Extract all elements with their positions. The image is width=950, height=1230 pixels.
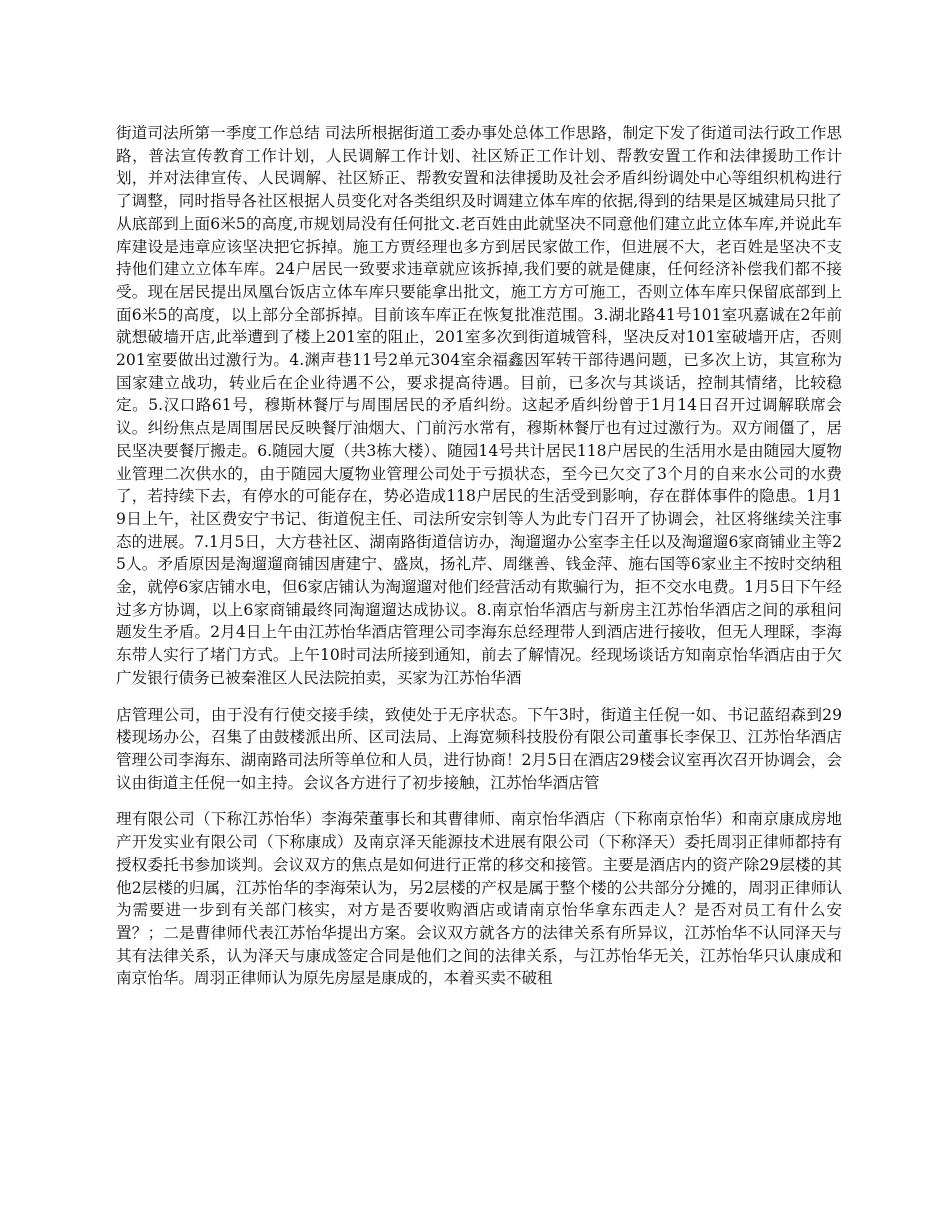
paragraph-3: 理有限公司（下称江苏怡华）李海荣董事长和其曹律师、南京怡华酒店（下称南京怡华）和南京康成房地产开发实业有限公司（下称康成）及南京泽天能源技术进展有限公司（下称泽天）委托周羽正律师都持有授权委托书参加谈判。会议双方的焦点是如何进行正常的移交和接管。主要是酒店内的资产除29层楼的其他2层楼的归属，江苏怡华的李海荣认为，另2层楼的产权是属于整个楼的公共部分分摊的，周羽正律师认为需要进一步到有关部门核实，对方是否要收购酒店或请南京怡华拿东西走人？是否对员工有什么安置？；二是曹律师代表江苏怡华提出方案。会议双方就各方的法律关系有所异议，江苏怡华不认同泽天与其有法律关系，认为泽天与康成签定合同是他们之间的法律关系，与江苏怡华无关，江苏怡华只认康成和南京怡华。周羽正律师认为原先房屋是康成的，本着买卖不破租: [116, 810, 842, 988]
paragraph-1: 街道司法所第一季度工作总结 司法所根据街道工委办事处总体工作思路，制定下发了街道司法行政工作思路，普法宣传教育工作计划，人民调解工作计划、社区矫正工作计划、帮教安置工作和法律援助工作计划，并对法律宣传、人民调解、社区矫正、帮教安置和法律援助及社会矛盾纠纷调处中心等组织机构进行了调整，同时指导各社区根据人员变化对各类组织及时调建立体车库的依据,得到的结果是区城建局只批了从底部到上面6米5的高度,市规划局没有任何批文.老百姓由此就坚决不同意他们建立此立体车库,并说此车库建设是违章应该坚决把它拆掉。施工方贾经理也多方到居民家做工作，但进展不大，老百姓是坚决不支持他们建立立体车库。24户居民一致要求违章就应该拆掉,我们要的就是健康，任何经济补偿我们都不接受。现在居民提出凤凰台饭店立体车库只要能拿出批文，施工方方可施工，否则立体车库只保留底部到上面6米5的高度，以上部分全部拆掉。目前该车库正在恢复批准范围。3.湖北路41号101室巩嘉诚在2年前就想破墙开店,此举遭到了楼上201室的阻止，201室多次到街道城管科，坚决反对101室破墙开店，否则201室要做出过激行为。4.渊声巷11号2单元304室余福鑫因军转干部待遇问题，已多次上访，其宣称为国家建立战功，转业后在企业待遇不公，要求提高待遇。目前，已多次与其谈话，控制其情绪，比较稳定。5.汉口路61号，穆斯林餐厅与周围居民的矛盾纠纷。这起矛盾纠纷曾于1月14日召开过调解联席会议。纠纷焦点是周围居民反映餐厅油烟大、门前污水常有，穆斯林餐厅也有过过激行为。双方闹僵了，居民坚决要餐厅搬走。6.随园大厦（共3栋大楼）、随园14号共计居民118户居民的生活用水是由随园大厦物业管理二次供水的，由于随园大厦物业管理公司处于亏损状态，至今已欠交了3个月的自来水公司的水费了，若持续下去，有停水的可能存在，势必造成118户居民的生活受到影响，存在群体事件的隐患。1月19日上午，社区费安宁书记、街道倪主任、司法所安宗钊等人为此专门召开了协调会，社区将继续关注事态的进展。7.1月5日，大方巷社区、湖南路街道信访办，淘遛遛办公室李主任以及淘遛遛6家商铺业主等25人。矛盾原因是淘遛遛商铺因唐建宁、盛岚，扬礼芹、周继善、钱金萍、施右国等6家业主不按时交纳租金，就停6家店铺水电，但6家店铺认为淘遛遛对他们经营活动有欺骗行为，拒不交水电费。1月5日下午经过多方协调，以上6家商铺最终同淘遛遛达成协议。8.南京怡华酒店与新房主江苏怡华酒店之间的承租问题发生矛盾。2月4日上午由江苏怡华酒店管理公司李海东总经理带人到酒店进行接收，但无人理睬，李海东带人实行了堵门方式。上午10时司法所接到通知，前去了解情况。经现场谈话方知南京怡华酒店由于欠广发银行债务已被秦淮区人民法院拍卖，买家为江苏怡华酒: [116, 124, 842, 687]
document-body: [116, 122, 842, 990]
paragraph-2: 店管理公司，由于没有行使交接手续，致使处于无序状态。下午3时，街道主任倪一如、书记蓝绍森到29楼现场办公，召集了由鼓楼派出所、区司法局、上海宽频科技股份有限公司董事长李保卫、江苏怡华酒店管理公司李海东、湖南路司法所等单位和人员，进行协商！2月5日在酒店29楼会议室再次召开协调会，会议由街道主任倪一如主持。会议各方进行了初步接触，江苏怡华酒店管: [116, 705, 842, 792]
